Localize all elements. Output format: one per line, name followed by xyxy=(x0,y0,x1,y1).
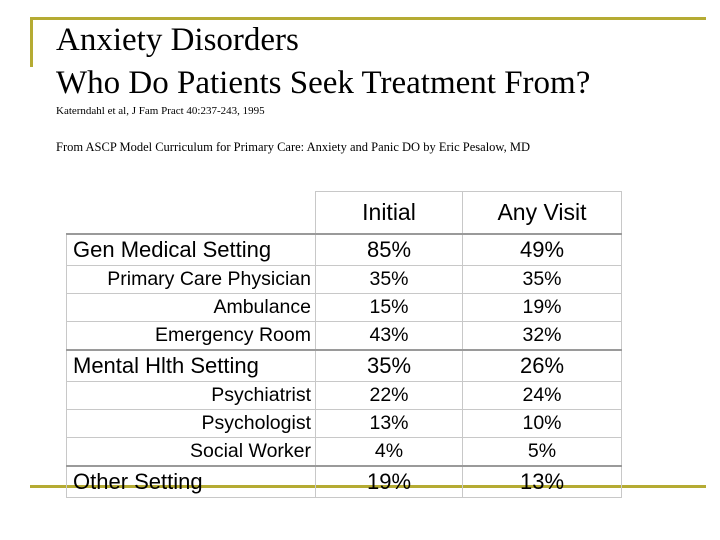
any-visit-value: 49% xyxy=(463,234,622,266)
table-row xyxy=(67,410,622,438)
header-any-visit: Any Visit xyxy=(463,192,622,235)
table-row xyxy=(67,438,622,467)
left-rule xyxy=(30,17,33,67)
table-row xyxy=(67,382,622,410)
initial-value: 13% xyxy=(316,410,463,438)
row-label: Primary Care Physician xyxy=(67,266,316,294)
table-row xyxy=(67,294,622,322)
initial-value: 35% xyxy=(316,350,463,382)
table-header-row xyxy=(67,192,622,235)
initial-value: 43% xyxy=(316,322,463,351)
row-label: Ambulance xyxy=(67,294,316,322)
initial-value: 22% xyxy=(316,382,463,410)
citation-text: Katerndahl et al, J Fam Pract 40:237-243, 1995 xyxy=(56,105,265,117)
table-row xyxy=(67,466,622,498)
table-row xyxy=(67,266,622,294)
any-visit-value: 35% xyxy=(463,266,622,294)
any-visit-value: 5% xyxy=(463,438,622,467)
row-label: Psychologist xyxy=(67,410,316,438)
any-visit-value: 19% xyxy=(463,294,622,322)
treatment-source-table xyxy=(66,191,622,498)
any-visit-value: 13% xyxy=(463,466,622,498)
source-text: From ASCP Model Curriculum for Primary Care: Anxiety and Panic DO by Eric Pesalow, MD xyxy=(56,140,531,154)
row-label: Psychiatrist xyxy=(67,382,316,410)
table-row xyxy=(67,322,622,351)
initial-value: 35% xyxy=(316,266,463,294)
any-visit-value: 24% xyxy=(463,382,622,410)
initial-value: 85% xyxy=(316,234,463,266)
row-label: Gen Medical Setting xyxy=(67,234,316,266)
initial-value: 15% xyxy=(316,294,463,322)
row-label: Mental Hlth Setting xyxy=(67,350,316,382)
any-visit-value: 32% xyxy=(463,322,622,351)
header-blank-cell xyxy=(67,192,316,235)
slide-title: Anxiety Disorders xyxy=(56,22,299,58)
initial-value: 4% xyxy=(316,438,463,467)
table-row xyxy=(67,350,622,382)
initial-value: 19% xyxy=(316,466,463,498)
slide-subtitle: Who Do Patients Seek Treatment From? xyxy=(56,65,591,101)
row-label: Other Setting xyxy=(67,466,316,498)
any-visit-value: 26% xyxy=(463,350,622,382)
header-initial: Initial xyxy=(316,192,463,235)
row-label: Social Worker xyxy=(67,438,316,467)
row-label: Emergency Room xyxy=(67,322,316,351)
any-visit-value: 10% xyxy=(463,410,622,438)
table-row xyxy=(67,234,622,266)
